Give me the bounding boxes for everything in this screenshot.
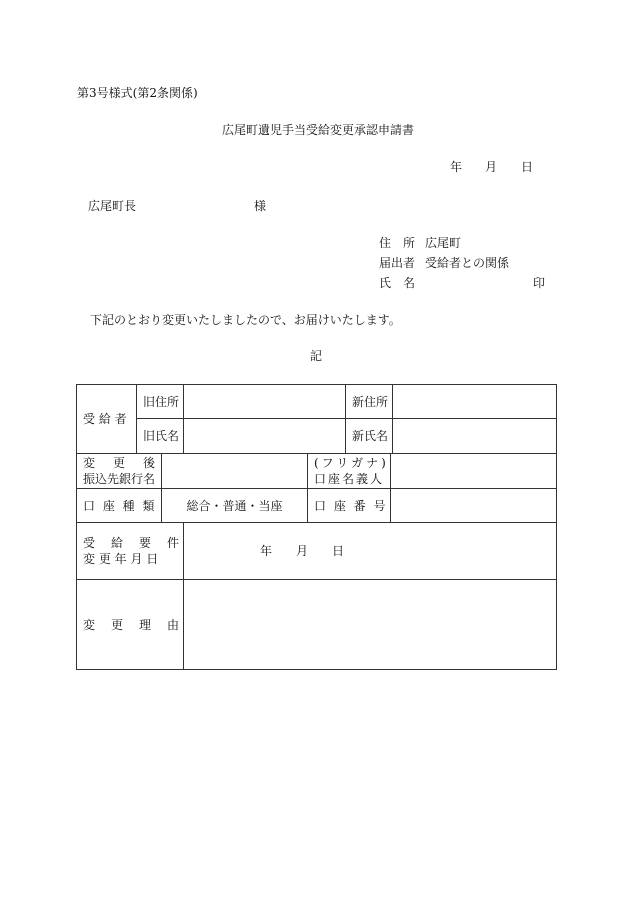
account-number-field[interactable] [390,488,557,523]
requirement-line1: 受 給 要 件 [83,536,182,550]
req-date-year: 年 [260,544,273,558]
recipient-label [76,384,137,454]
furigana-text: (フリガナ) [314,456,389,470]
name-label: 氏 名 [379,276,416,290]
relation-label: 受給者との関係 [425,256,510,270]
old-address-text: 旧住所 [143,394,180,409]
form-number: 第3号様式(第2条関係) [77,86,198,100]
old-address-field[interactable] [183,384,346,419]
requirement-change-date-field[interactable] [183,522,557,580]
bank-name-field[interactable] [161,453,308,489]
change-reason-label [76,579,184,670]
old-name-label [136,418,184,454]
old-name-text: 旧氏名 [143,429,180,443]
date-year: 年 [450,160,463,174]
bank-label-line1: 変 更 後 [83,456,159,470]
addressee-name: 広尾町長 [88,199,137,213]
change-reason-field[interactable] [183,579,557,670]
requirement-line2: 変 更 年 月 日 [83,552,159,566]
new-name-label [345,418,393,454]
bank-name-label [76,453,162,489]
bank-label-line2: 振込先銀行名 [83,472,156,486]
address-label: 住 所 [379,236,416,250]
date-month: 月 [485,160,498,174]
account-type-options-text: 総合・普通・当座 [186,498,283,513]
seal-mark: 印 [533,276,546,290]
req-date-month: 月 [296,544,309,558]
change-reason-text: 変 更 理 由 [83,617,182,632]
new-address-text: 新住所 [352,394,389,409]
account-number-label [307,488,391,523]
account-type-text: 口 座 種 類 [83,498,157,513]
old-address-label [136,384,184,419]
address-value: 広尾町 [425,236,462,250]
recipient-text: 受 給 者 [83,412,127,426]
account-number-text: 口 座 番 号 [314,498,388,513]
notifier-label: 届出者 [379,256,416,270]
new-address-field[interactable] [392,384,557,419]
req-date-day: 日 [332,544,345,558]
account-holder-text: 口座名義人 [314,472,385,486]
addressee-honorific: 様 [254,199,267,213]
document-title: 広尾町遺児手当受給変更承認申請書 [222,123,415,137]
account-type-options[interactable] [161,488,308,523]
ki-heading: 記 [310,349,323,363]
account-type-label [76,488,162,523]
account-holder-field[interactable] [390,453,557,489]
account-holder-label [307,453,391,489]
statement: 下記のとおり変更いたしましたので、お届けいたします。 [90,313,401,327]
new-name-field[interactable] [392,418,557,454]
requirement-change-date-label [76,522,184,580]
old-name-field[interactable] [183,418,346,454]
new-name-text: 新氏名 [352,429,389,443]
new-address-label [345,384,393,419]
date-day: 日 [521,160,534,174]
